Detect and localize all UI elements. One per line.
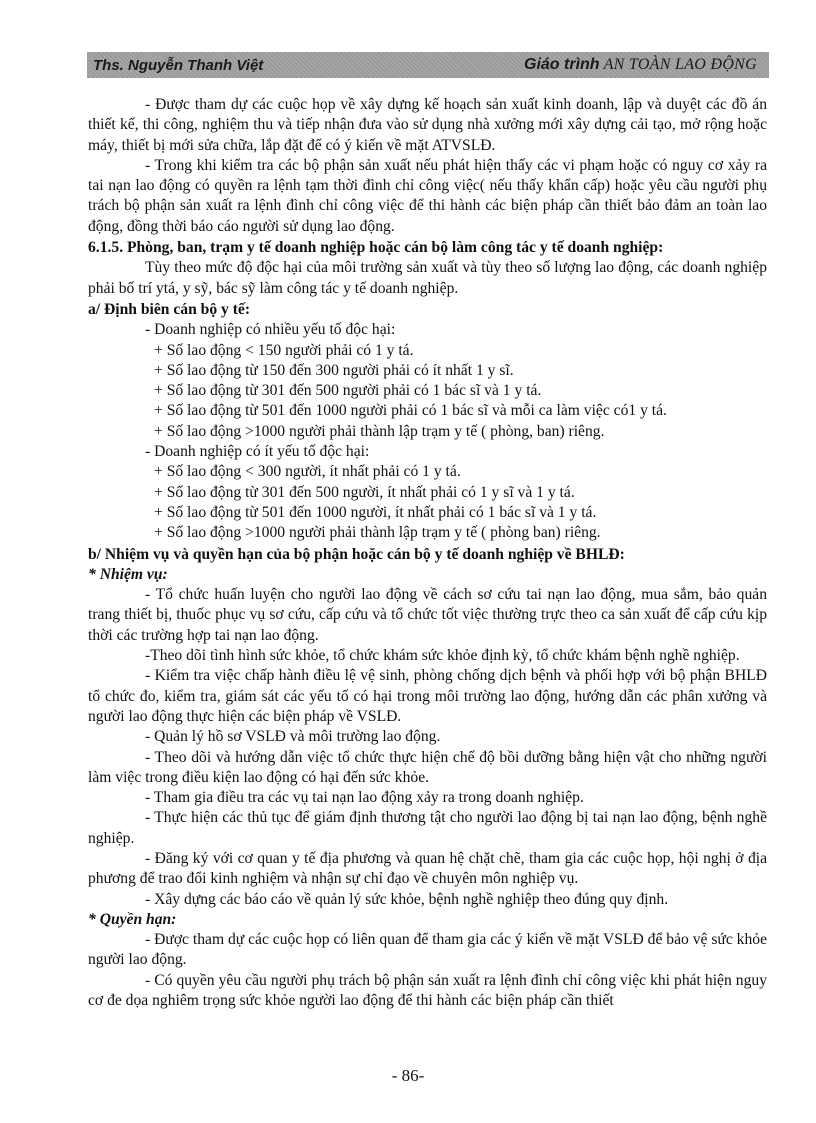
paragraph: - Trong khi kiểm tra các bộ phận sản xuất nếu phát hiện thấy các vi phạm hoặc có nguy cơ xảy ra tai nạn lao động có quyền ra lệnh tạm thời đình chỉ công việc( nếu thấy khẩn cấp) hoặc yêu cầu người phụ trách bộ phận sản xuất ra lệnh đình chỉ công việc để thi hành các biện pháp cần thiết bảo đảm an toàn lao động, đồng thời báo cáo người sử dụng lao động. xyxy=(88,156,767,235)
paragraph: - Được tham dự các cuộc họp về xây dựng kế hoạch sản xuất kinh doanh, lập và duyệt các đồ án thiết kế, thi công, nghiệm thu và tiếp nhận đưa vào sử dụng nhà xưởng mới xây dựng cải tạo, mở rộng hoặc máy, thiết bị mới sửa chữa, lắp đặt để có ý kiến về mặt ATVSLĐ. xyxy=(88,96,767,154)
paragraph: - Tham gia điều tra các vụ tai nạn lao động xảy ra trong doanh nghiệp. xyxy=(145,789,584,807)
header-author: Ths. Nguyễn Thanh Việt xyxy=(93,56,264,74)
section-heading-6-1-5: 6.1.5. Phòng, ban, trạm y tế doanh nghiệp hoặc cán bộ làm công tác y tế doanh nghiệp: xyxy=(88,239,664,257)
running-header xyxy=(87,52,769,78)
paragraph: Tùy theo mức độ độc hại của môi trường sản xuất và tùy theo số lượng lao động, các doanh nghiệp phải bố trí ytá, y sỹ, bác sỹ làm công tác y tế doanh nghiệp. xyxy=(88,259,767,297)
header-course xyxy=(524,56,757,74)
list-item: + Số lao động từ 501 đến 1000 người phải có 1 bác sĩ và mỗi ca làm việc có1 y tá. xyxy=(154,402,667,420)
subheading-b: b/ Nhiệm vụ và quyền hạn của bộ phận hoặc cán bộ y tế doanh nghiệp về BHLĐ: xyxy=(88,545,625,563)
list-item: + Số lao động từ 501 đến 1000 người, ít nhất phải có 1 bác sĩ và 1 y tá. xyxy=(154,503,597,521)
paragraph: - Quản lý hồ sơ VSLĐ và môi trường lao động. xyxy=(145,728,441,746)
page-body xyxy=(88,95,767,1011)
rights-title: * Quyền hạn: xyxy=(88,910,177,928)
list-item: + Số lao động < 300 người, ít nhất phải có 1 y tá. xyxy=(154,463,461,481)
paragraph: - Kiểm tra việc chấp hành điều lệ vệ sinh, phòng chống dịch bệnh và phối hợp với bộ phận BHLĐ tổ chức đo, kiểm tra, giám sát các yếu tố có hại trong môi trường lao động, hướng dẫn các phân xưởng và người lao động thực hiện các biện pháp về VSLĐ. xyxy=(88,667,767,725)
list-item: + Số lao động từ 301 đến 500 người, ít nhất phải có 1 y sĩ và 1 y tá. xyxy=(154,483,575,501)
paragraph: - Tổ chức huấn luyện cho người lao động về cách sơ cứu tai nạn lao động, mua sắm, bảo quản trang thiết bị, thuốc phục vụ sơ cứu, cấp cứu và tổ chức tốt việc thường trực theo ca sản xuất để cấp cứu kịp thời các trường hợp tai nạn lao động. xyxy=(88,586,767,644)
subheading-a: a/ Định biên cán bộ y tế: xyxy=(88,300,251,318)
list-item: + Số lao động từ 301 đến 500 người phải có 1 bác sĩ và 1 y tá. xyxy=(154,382,542,400)
paragraph: - Có quyền yêu cầu người phụ trách bộ phận sản xuất ra lệnh đình chỉ công việc khi phát hiện nguy cơ đe dọa nghiêm trọng sức khỏe người lao động để thi hành các biện pháp cần thiết xyxy=(88,971,767,1010)
list-item: + Số lao động >1000 người phải thành lập trạm y tế ( phòng ban) riêng. xyxy=(154,524,601,542)
header-course-subject: AN TOÀN LAO ĐỘNG xyxy=(603,56,757,73)
paragraph: - Theo dõi và hướng dẫn việc tổ chức thực hiện chế độ bồi dưỡng bằng hiện vật cho những người làm việc trong điều kiện lao động có hại đến sức khỏe. xyxy=(88,748,767,786)
paragraph: - Thực hiện các thủ tục để giám định thương tật cho người lao động bị tai nạn lao động, bệnh nghề nghiệp. xyxy=(88,809,767,847)
paragraph: -Theo dõi tình hình sức khỏe, tổ chức khám sức khỏe định kỳ, tổ chức khám bệnh nghề nghiệp. xyxy=(145,647,740,665)
paragraph: - Được tham dự các cuộc họp có liên quan để tham gia các ý kiến về mặt VSLĐ để bảo vệ sức khỏe người lao động. xyxy=(88,931,767,969)
header-course-label: Giáo trình xyxy=(524,56,600,73)
paragraph: - Đăng ký với cơ quan y tế địa phương và quan hệ chặt chẽ, tham gia các cuộc họp, hội nghị ở địa phương để trao đổi kinh nghiệm và nhận sự chỉ đạo về chuyên môn nghiệp vụ. xyxy=(88,849,767,888)
paragraph: - Xây dựng các báo cáo về quản lý sức khỏe, bệnh nghề nghiệp theo đúng quy định. xyxy=(145,890,669,908)
list-item: + Số lao động từ 150 đến 300 người phải có ít nhất 1 y sĩ. xyxy=(154,361,514,379)
list-item: + Số lao động < 150 người phải có 1 y tá. xyxy=(154,341,414,359)
list-item: + Số lao động >1000 người phải thành lập trạm y tế ( phòng, ban) riêng. xyxy=(154,422,605,440)
duties-title: * Nhiệm vụ: xyxy=(88,565,168,583)
list-group-title: - Doanh nghiệp có ít yếu tố độc hại: xyxy=(145,443,370,461)
page-number: - 86- xyxy=(391,1066,425,1085)
list-group-title: - Doanh nghiệp có nhiều yếu tố độc hại: xyxy=(145,321,396,339)
